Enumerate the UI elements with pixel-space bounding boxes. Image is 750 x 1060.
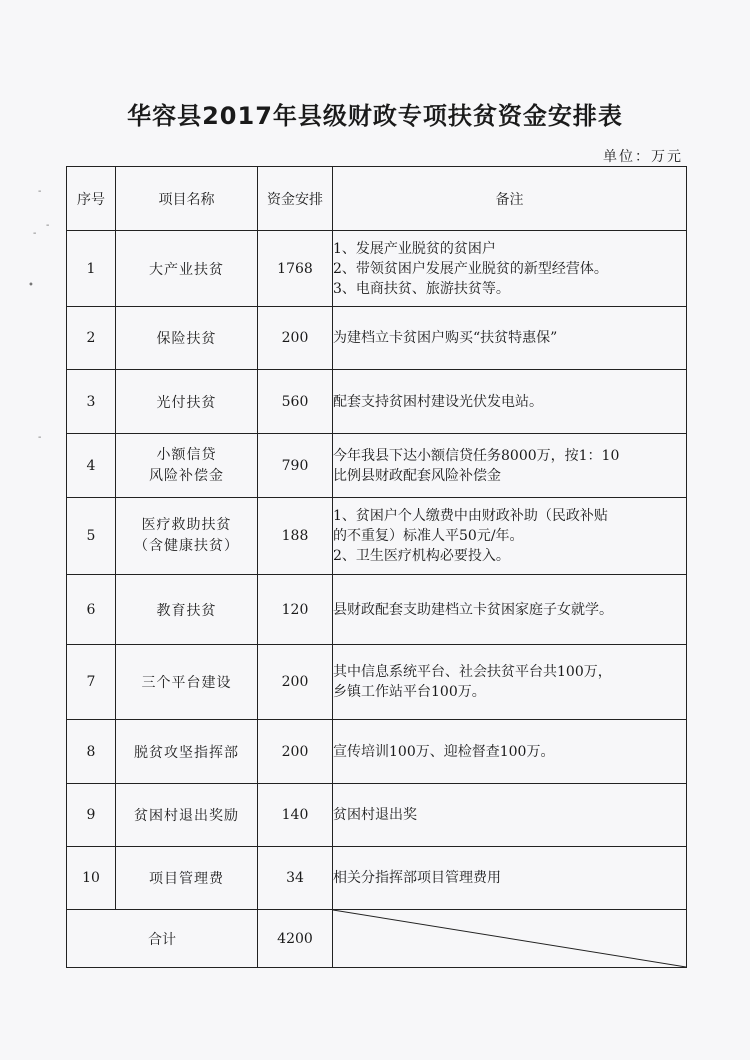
- amount: 200: [258, 645, 333, 720]
- total-amount: 4200: [258, 910, 333, 968]
- table-row: [67, 720, 687, 784]
- note-line: 2、卫生医疗机构必要投入。: [333, 548, 510, 564]
- amount: 1768: [258, 231, 333, 307]
- row-number: 5: [67, 498, 116, 575]
- table-row: [67, 370, 687, 434]
- table-row: [67, 575, 687, 645]
- note-line: 1、发展产业脱贫的贫困户: [333, 240, 496, 257]
- row-number: 8: [67, 720, 116, 784]
- project-name: 贫困村退出奖励: [116, 784, 258, 847]
- table-row: [67, 847, 687, 910]
- total-row: [67, 910, 687, 968]
- table-row: [67, 784, 687, 847]
- project-name: [116, 434, 258, 498]
- scan-mark: -: [38, 432, 42, 443]
- project-name: 三个平台建设: [116, 645, 258, 720]
- note-line: 1、贫困户个人缴费中由财政补助（民政补贴: [333, 508, 608, 524]
- amount: 120: [258, 575, 333, 645]
- note-line: 配套支持贫困村建设光伏发电站。: [333, 393, 543, 410]
- note-line: 贫困村退出奖: [333, 807, 417, 823]
- amount: 34: [258, 847, 333, 910]
- note-line: 其中信息系统平台、社会扶贫平台共100万，: [333, 664, 612, 680]
- scan-mark: -: [46, 220, 50, 231]
- note: [333, 847, 687, 910]
- note-line: 宣传培训100万、迎检督查100万。: [333, 743, 555, 760]
- header-note: 备注: [333, 167, 687, 231]
- page-title: 华容县2017年县级财政专项扶贫资金安排表: [127, 102, 623, 130]
- note-line: 乡镇工作站平台100万。: [333, 684, 486, 700]
- amount: 560: [258, 370, 333, 434]
- row-number: 6: [67, 575, 116, 645]
- project-name: 保险扶贫: [116, 307, 258, 370]
- row-number: 7: [67, 645, 116, 720]
- project-name: 脱贫攻坚指挥部: [116, 720, 258, 784]
- note: [333, 498, 687, 575]
- row-number: 3: [67, 370, 116, 434]
- funding-table: [66, 166, 687, 968]
- note-line: 比例县财政配套风险补偿金: [333, 467, 501, 484]
- note: [333, 231, 687, 307]
- scan-mark: -: [33, 228, 37, 239]
- header-name: 项目名称: [116, 167, 258, 231]
- unit-label: 单位：万元: [603, 149, 683, 165]
- project-name-line: （含健康扶贫）: [134, 538, 239, 554]
- amount: 200: [258, 720, 333, 784]
- scan-mark: -: [38, 186, 42, 197]
- table-row: [67, 498, 687, 575]
- note-line: 今年我县下达小额信贷任务8000万，按1：10: [333, 447, 620, 464]
- note-line: 为建档立卡贫困户购买“扶贫特惠保”: [333, 330, 558, 346]
- project-name: 教育扶贫: [116, 575, 258, 645]
- scan-mark: •: [28, 280, 34, 291]
- row-number: 9: [67, 784, 116, 847]
- table-header-row: [67, 167, 687, 231]
- project-name-line: 小额信贷: [156, 446, 217, 463]
- header-no: 序号: [67, 167, 116, 231]
- table-row: [67, 434, 687, 498]
- project-name-line: 风险补偿金: [149, 467, 224, 484]
- project-name-line: 医疗救助扶贫: [141, 517, 232, 533]
- table-row: [67, 231, 687, 307]
- amount: 200: [258, 307, 333, 370]
- amount: 140: [258, 784, 333, 847]
- row-number: 1: [67, 231, 116, 307]
- total-note-blank: [333, 910, 687, 968]
- row-number: 4: [67, 434, 116, 498]
- amount: 188: [258, 498, 333, 575]
- table-row: [67, 307, 687, 370]
- note: [333, 370, 687, 434]
- note: [333, 307, 687, 370]
- header-amount: 资金安排: [258, 167, 333, 231]
- note: [333, 575, 687, 645]
- note-line: 2、带领贫困户发展产业脱贫的新型经营体。: [333, 260, 608, 277]
- project-name: 大产业扶贫: [116, 231, 258, 307]
- amount: 790: [258, 434, 333, 498]
- row-number: 2: [67, 307, 116, 370]
- total-label: 合计: [67, 910, 258, 968]
- project-name: 光付扶贫: [116, 370, 258, 434]
- row-number: 10: [67, 847, 116, 910]
- note: [333, 720, 687, 784]
- note: [333, 784, 687, 847]
- note-line: 相关分指挥部项目管理费用: [333, 870, 501, 886]
- project-name: [116, 498, 258, 575]
- note: [333, 434, 687, 498]
- note: [333, 645, 687, 720]
- note-line: 3、电商扶贫、旅游扶贫等。: [333, 280, 510, 297]
- note-line: 县财政配套支助建档立卡贫困家庭子女就学。: [333, 601, 613, 618]
- table-row: [67, 645, 687, 720]
- diagonal-line: [333, 910, 686, 967]
- project-name: 项目管理费: [116, 847, 258, 910]
- note-line: 的不重复）标准人平50元/年。: [333, 528, 524, 544]
